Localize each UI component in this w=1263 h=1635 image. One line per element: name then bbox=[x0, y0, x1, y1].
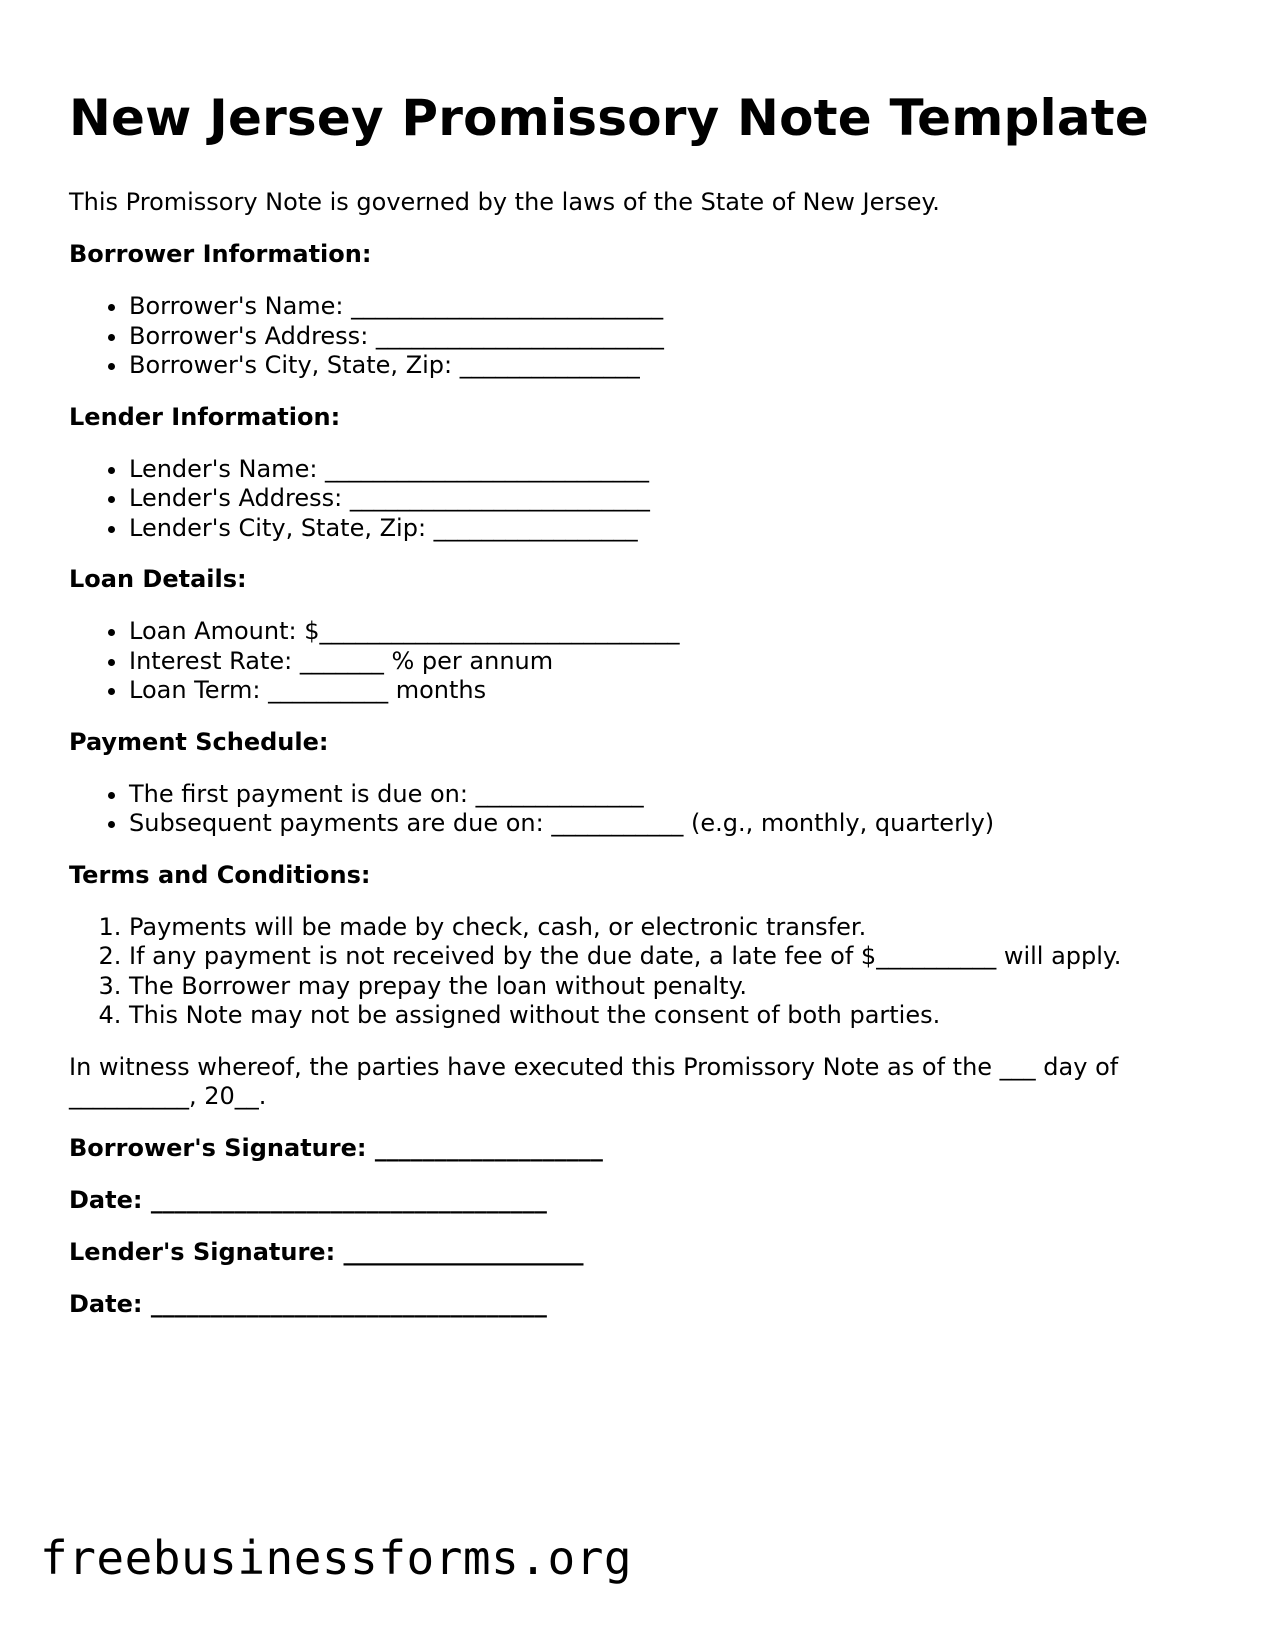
watermark-text: freebusinessforms.org bbox=[40, 1531, 633, 1585]
borrower-address-field: • Borrower's Address: ________________________ bbox=[129, 322, 1209, 352]
loan-term-field: • Loan Term: __________ months bbox=[129, 676, 1209, 706]
lender-signature-line: Lender's Signature: ____________________ bbox=[69, 1237, 584, 1266]
borrower-heading: Borrower Information: bbox=[69, 240, 372, 268]
terms-list bbox=[69, 913, 1209, 1031]
borrower-date-line: Date: _________________________________ bbox=[69, 1185, 547, 1214]
term-item: 1. Payments will be made by check, cash, or electronic transfer. bbox=[129, 913, 1209, 943]
document-title: New Jersey Promissory Note Template bbox=[69, 89, 1149, 147]
borrower-list bbox=[69, 292, 1209, 381]
term-item: 4. This Note may not be assigned without the consent of both parties. bbox=[129, 1001, 1209, 1031]
subsequent-payment-field: • Subsequent payments are due on: ___________ (e.g., monthly, quarterly) bbox=[129, 809, 1209, 839]
terms-heading: Terms and Conditions: bbox=[69, 860, 371, 889]
lender-city-field: • Lender's City, State, Zip: _________________ bbox=[129, 514, 1209, 544]
borrower-city-field: • Borrower's City, State, Zip: _______________ bbox=[129, 351, 1209, 381]
lender-address-field: • Lender's Address: _________________________ bbox=[129, 484, 1209, 514]
interest-rate-field: • Interest Rate: _______ % per annum bbox=[129, 647, 1209, 677]
lender-heading: Lender Information: bbox=[69, 402, 341, 431]
payment-list bbox=[69, 780, 1209, 839]
document-page bbox=[69, 84, 1209, 1342]
lender-name-field: • Lender's Name: ___________________________ bbox=[129, 455, 1209, 485]
lender-date-line: Date: _________________________________ bbox=[69, 1289, 547, 1318]
intro-text: This Promissory Note is governed by the laws of the State of New Jersey. bbox=[69, 188, 940, 216]
term-item: 2. If any payment is not received by the due date, a late fee of $__________ will apply. bbox=[129, 942, 1209, 972]
lender-list bbox=[69, 455, 1209, 544]
payment-heading: Payment Schedule: bbox=[69, 727, 329, 756]
loan-amount-field: • Loan Amount: $______________________________ bbox=[129, 617, 1209, 647]
witness-clause: In witness whereof, the parties have executed this Promissory Note as of the ___ day of __________, 20__. bbox=[69, 1052, 1119, 1110]
first-payment-field: • The first payment is due on: ______________ bbox=[129, 780, 1209, 810]
borrower-signature-line: Borrower's Signature: ___________________ bbox=[69, 1133, 603, 1162]
term-item: 3. The Borrower may prepay the loan without penalty. bbox=[129, 972, 1209, 1002]
loan-list bbox=[69, 617, 1209, 706]
loan-heading: Loan Details: bbox=[69, 565, 247, 593]
borrower-name-field: • Borrower's Name: __________________________ bbox=[129, 292, 1209, 322]
